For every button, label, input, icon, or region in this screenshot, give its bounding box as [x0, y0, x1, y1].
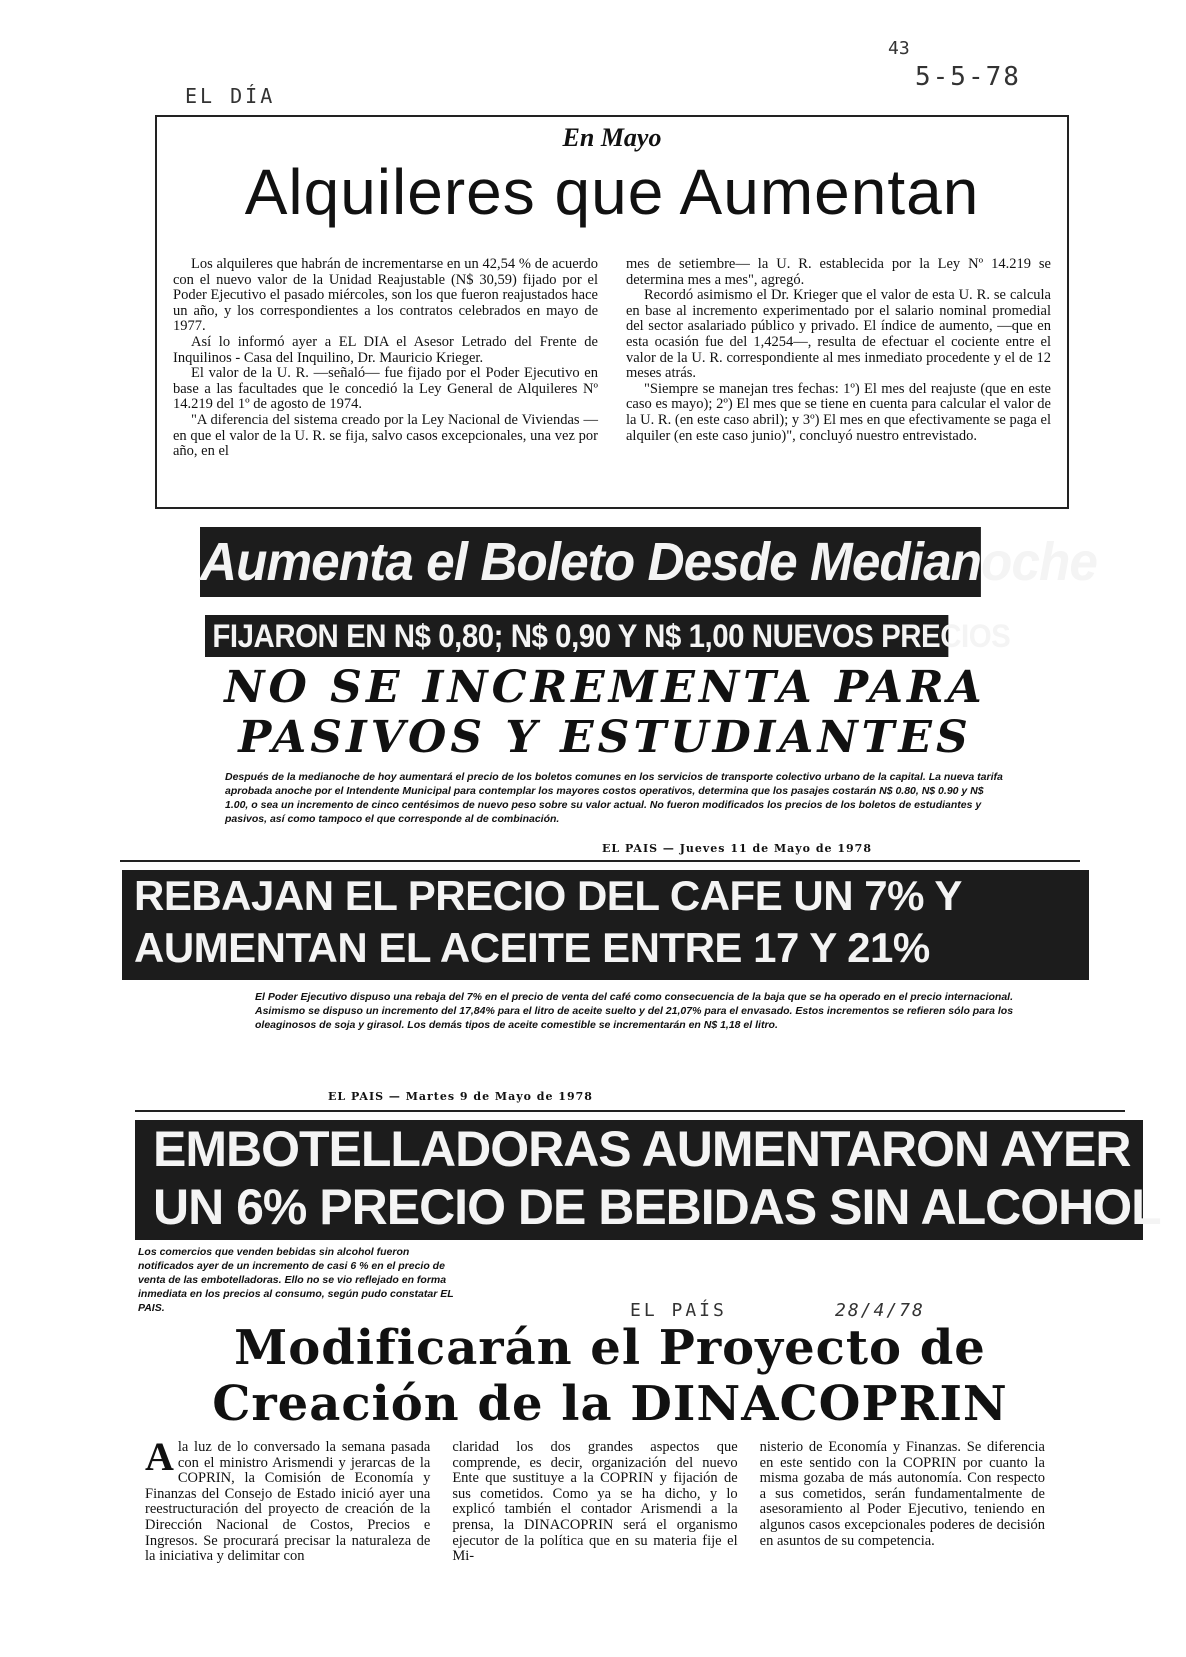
- paragraph: mes de setiembre— la U. R. establecida por la Ley Nº 14.219 se determina mes a mes", agregó.: [626, 256, 1051, 288]
- clipping-alquileres: [155, 115, 1069, 509]
- article-body: [145, 1434, 1045, 1565]
- article-title: [160, 1320, 1060, 1432]
- handwritten-source: EL DÍA: [185, 84, 276, 108]
- article-body: [173, 257, 1051, 460]
- article-column-3: [760, 1440, 1045, 1565]
- paragraph: la luz de lo conversado la semana pasada con el ministro Arismendi y jerarcas de la COPRIN, la Comisión de Economía y Finanzas del Consejo de Estado inició ayer una reestructuración del proyecto de creación de la Dirección Nacional de Costos, Precios e Ingresos. Se procurará precisar la naturaleza de la iniciativa y delimitar con: [145, 1439, 431, 1565]
- article-lede: Los comercios que venden bebidas sin alcohol fueron notificados ayer de un incremento de casi 6 % en el precio de venta de las embotelladoras. Ello no se vio reflejado en forma inmediata en los precios al consumo, según pudo constatar EL PAIS.: [138, 1246, 454, 1314]
- divider: [120, 860, 1080, 862]
- paragraph: El valor de la U. R. —señaló— fue fijado por el Poder Ejecutivo en base a las facultades que le concedió la Ley General de Alquileres Nº 14.219 del 1º de agosto de 1974.: [173, 365, 598, 413]
- paragraph: "Siempre se manejan tres fechas: 1º) El mes del reajuste (que en este caso es mayo); 2º) El mes que se tiene en cuenta para calcular el valor de la U. R. (en este caso abril); y 3º) El mes en que efectivamente se paga el alquiler (en este caso junio)", concluyó nuestro entrevistado.: [626, 380, 1051, 444]
- paragraph: Así lo informó ayer a EL DIA el Asesor Letrado del Frente de Inquilinos - Casa del Inquilino, Dr. Mauricio Krieger.: [173, 333, 598, 366]
- banner-embotelladoras: [135, 1120, 1161, 1240]
- page-number: 43: [888, 38, 910, 59]
- banner-line-2: AUMENTAN EL ACEITE ENTRE 17 Y 21%: [134, 924, 930, 971]
- banner-line-1: EMBOTELLADORAS AUMENTARON AYER: [153, 1121, 1131, 1177]
- handwritten-date: 28/4/78: [835, 1300, 925, 1321]
- paragraph: claridad los dos grandes aspectos que comprende, es decir, organización del nuevo Ente que sustituye a la COPRIN y fijación de sus cometidos. Como ya se ha dicho, y lo explicó también el contador Arismendi a la prensa, la DINACOPRIN será el organismo ejecutor de la política que en su materia fije el Mi-: [452, 1439, 738, 1565]
- headline-line-1: NO SE INCREMENTA PARA: [224, 662, 986, 713]
- article-column-2: [452, 1440, 737, 1565]
- article-title: Alquileres que Aumentan: [244, 156, 980, 228]
- title-line-1: Modificarán el Proyecto de: [234, 1320, 986, 1376]
- article-column-1: [145, 1434, 431, 1565]
- handwritten-date: 5-5-78: [915, 62, 1021, 92]
- subbanner-fijaron: FIJARON EN N$ 0,80; N$ 0,90 Y N$ 1,00 NUEVOS PRECIOS: [205, 615, 948, 657]
- banner-cafe: [122, 870, 1089, 980]
- article-column-2: [626, 257, 1051, 460]
- drop-cap: A: [145, 1434, 174, 1479]
- title-line-2: Creación de la DINACOPRIN: [212, 1376, 1008, 1432]
- article-column-1: [173, 257, 598, 460]
- handwritten-source: EL PAÍS: [630, 1300, 727, 1321]
- headline-line-2: PASIVOS Y ESTUDIANTES: [238, 712, 972, 763]
- banner-boleto: Aumenta el Boleto Desde Medianoche: [200, 527, 981, 597]
- paragraph: Recordó asimismo el Dr. Krieger que el valor de esta U. R. se calcula en base al incremento experimentado por el salario nominal promedial del sector asalariado público y privado. El índice de aumento, —que en esta ocasión fue del 1,4254—, resulta de efectuar el cociente entre el valor de la U. R. correspondiente al mes inmediato procedente y el de 12 meses atrás.: [626, 287, 1051, 382]
- divider: [135, 1110, 1125, 1112]
- paragraph: "A diferencia del sistema creado por la Ley Nacional de Viviendas —en que el valor de la U. R. se fija, salvo casos excepcionales, una vez por año, en el: [173, 411, 598, 460]
- byline: EL PAIS — Jueves 11 de Mayo de 1978: [602, 842, 872, 855]
- byline: EL PAIS — Martes 9 de Mayo de 1978: [328, 1090, 593, 1103]
- article-kicker: En Mayo: [562, 123, 662, 152]
- paragraph: Los alquileres que habrán de incrementarse en un 42,54 % de acuerdo con el nuevo valor de la Unidad Reajustable (N$ 30,59) fijado por el Poder Ejecutivo el pasado miércoles, son los que fueron reajustados hace un año, y los correspondientes a los contratos celebrados en mayo de 1977.: [173, 256, 598, 335]
- banner-line-1: REBAJAN EL PRECIO DEL CAFE UN 7% Y: [134, 872, 962, 919]
- article-lede: Después de la medianoche de hoy aumentará el precio de los boletos comunes en los servicios de transporte colectivo urbano de la capital. La nueva tarifa aprobada anoche por el Intendente Municipal para contemplar los mayores costos operativos, determina que los pasajes costarán N$ 0.80, N$ 0.90 y N$ 1.00, o sea un incremento de cinco centésimos de nuevo peso sobre su valor actual. No fueron modificados los precios de los boletos de estudiantes y pasivos, así como tampoco el que corresponde al de combinación.: [225, 771, 1003, 825]
- paragraph: nisterio de Economía y Finanzas. Se diferencia en este sentido con la COPRIN por cuanto la misma gozaba de más autonomía. Con respecto a sus cometidos, serán fundamentalmente de asesoramiento al Poder Ejecutivo, teniendo en algunos casos excepcionales poderes de decisión en asuntos de su competencia.: [759, 1439, 1045, 1549]
- article-lede: El Poder Ejecutivo dispuso una rebaja del 7% en el precio de venta del café como consecuencia de la baja que se ha operado en el precio internacional. Asimismo se dispuso un incremento del 17,84% para el litro de aceite suelto y del 21,07% para el envasado. Estos incrementos se refieren sólo para los oleaginosos de soja y girasol. Los demás tipos de aceite comestible se incrementarán en N$ 1,18 el litro.: [255, 991, 1014, 1031]
- banner-line-2: UN 6% PRECIO DE BEBIDAS SIN ALCOHOL: [153, 1179, 1161, 1235]
